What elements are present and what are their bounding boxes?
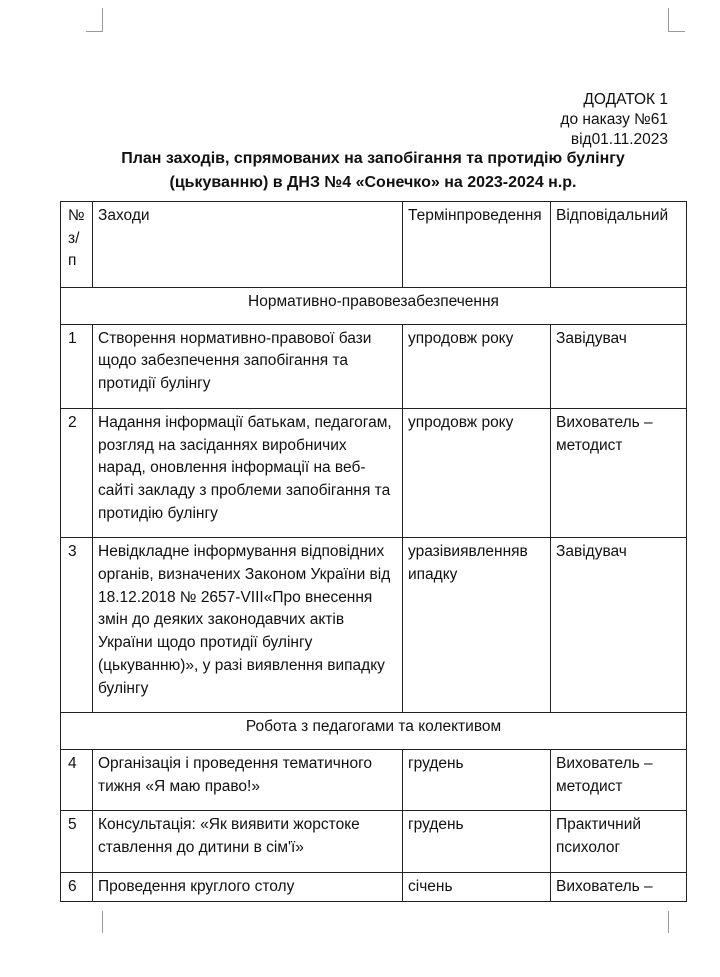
row-measure: Створення нормативно-правової бази щодо забезпечення запобігання та протидії булінгу bbox=[93, 324, 403, 408]
header-number: № з/п bbox=[61, 202, 93, 288]
table-row bbox=[61, 324, 687, 408]
annex-line-2: до наказу №61 bbox=[560, 111, 668, 128]
crop-mark-bottom-right-v bbox=[668, 911, 669, 933]
row-responsible: Вихователь – bbox=[551, 872, 687, 902]
crop-mark-top-left-h bbox=[86, 31, 103, 32]
section-title: Нормативно-правовезабезпечення bbox=[61, 288, 687, 325]
section-row bbox=[61, 713, 687, 750]
row-term: упродовж року bbox=[403, 408, 551, 538]
row-number: 4 bbox=[61, 749, 93, 810]
row-number: 2 bbox=[61, 408, 93, 538]
title-line-2: (цькуванню) в ДНЗ №4 «Сонечко» на 2023-2024 н.р. bbox=[169, 174, 577, 191]
crop-mark-top-right-h bbox=[668, 31, 685, 32]
measures-table bbox=[60, 201, 687, 902]
row-number: 1 bbox=[61, 324, 93, 408]
row-responsible: Завідувач bbox=[551, 324, 687, 408]
crop-mark-top-right-v bbox=[668, 8, 669, 32]
annex-line-3: від01.11.2023 bbox=[570, 131, 668, 148]
row-measure: Організація і проведення тематичного тижня «Я маю право!» bbox=[93, 749, 403, 810]
row-responsible: Практичний психолог bbox=[551, 811, 687, 872]
table-row bbox=[61, 811, 687, 872]
row-measure: Консультація: «Як виявити жорстоке ставлення до дитини в сім'ї» bbox=[93, 811, 403, 872]
crop-mark-bottom-left-v bbox=[102, 911, 103, 933]
row-term: січень bbox=[403, 872, 551, 902]
table-row bbox=[61, 408, 687, 538]
table-row bbox=[61, 538, 687, 713]
row-responsible: Завідувач bbox=[551, 538, 687, 713]
row-measure: Невідкладне інформування відповідних органів, визначених Законом України від 18.12.2018 № 2657-VIII«Про внесення змін до деяких законодавчих актів України щодо протидії булінгу (цькуванню)», у разі виявлення випадку булінгу bbox=[93, 538, 403, 713]
row-term: упродовж року bbox=[403, 324, 551, 408]
table-row bbox=[61, 872, 687, 902]
annex-header bbox=[560, 90, 668, 150]
row-term: уразівиявленняв ипадку bbox=[403, 538, 551, 713]
section-title: Робота з педагогами та колективом bbox=[61, 713, 687, 750]
row-term: грудень bbox=[403, 749, 551, 810]
row-number: 3 bbox=[61, 538, 93, 713]
row-term: грудень bbox=[403, 811, 551, 872]
crop-mark-top-left-v bbox=[102, 8, 103, 32]
header-measures: Заходи bbox=[93, 202, 403, 288]
title-line-1: План заходів, спрямованих на запобігання та протидію булінгу bbox=[121, 150, 625, 167]
header-term: Термінпроведення bbox=[403, 202, 551, 288]
row-number: 6 bbox=[61, 872, 93, 902]
section-row bbox=[61, 288, 687, 325]
row-number: 5 bbox=[61, 811, 93, 872]
table-header-row bbox=[61, 202, 687, 288]
row-measure: Надання інформації батькам, педагогам, розгляд на засіданнях виробничих нарад, оновлення інформації на веб-сайті закладу з проблеми запобігання та протидію булінгу bbox=[93, 408, 403, 538]
row-responsible: Вихователь – методист bbox=[551, 408, 687, 538]
table-row bbox=[61, 749, 687, 810]
row-measure: Проведення круглого столу bbox=[93, 872, 403, 902]
annex-line-1: ДОДАТОК 1 bbox=[583, 91, 668, 108]
document-title bbox=[60, 147, 686, 195]
header-responsible: Відповідальний bbox=[551, 202, 687, 288]
row-responsible: Вихователь – методист bbox=[551, 749, 687, 810]
